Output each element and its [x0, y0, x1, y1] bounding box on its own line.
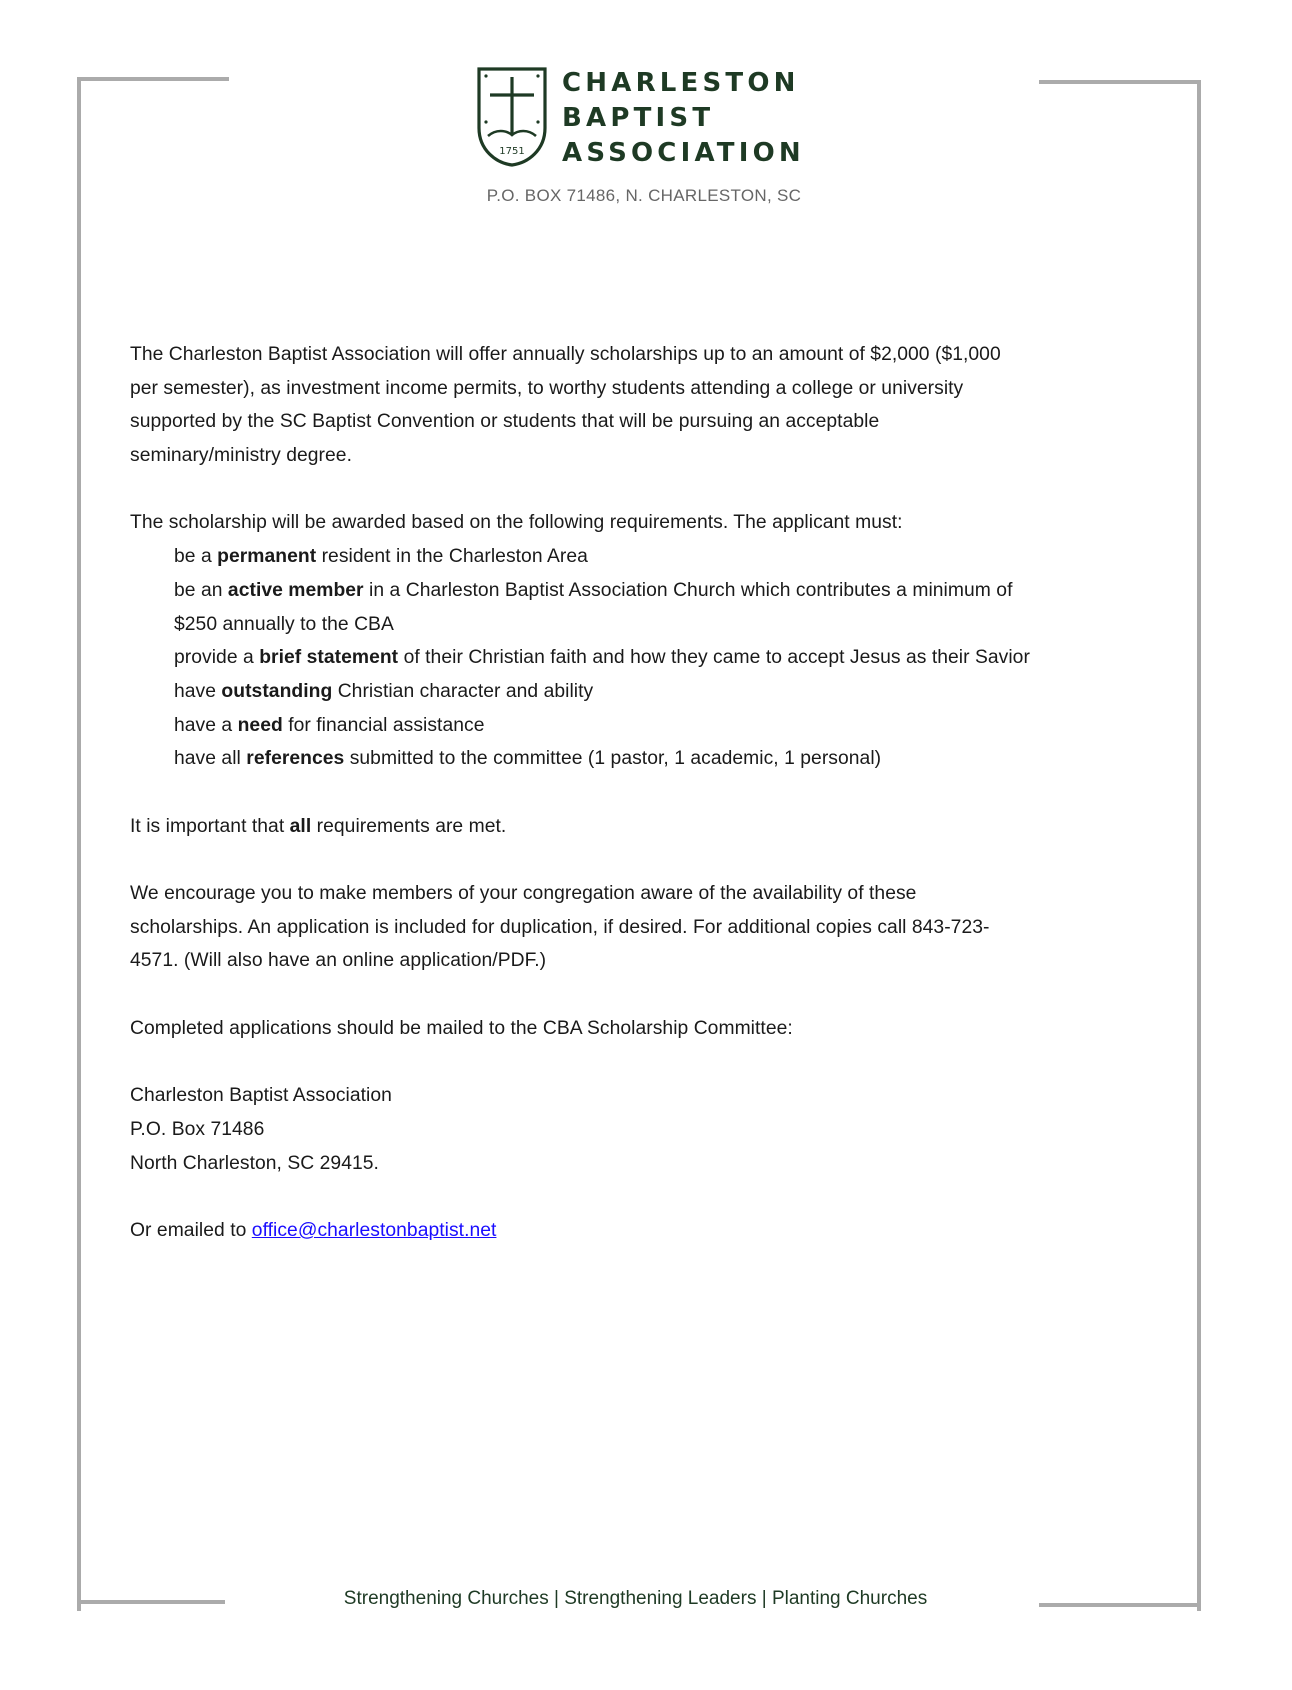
- org-name: [562, 66, 805, 171]
- requirement-item: have all references submitted to the committee (1 pastor, 1 academic, 1 personal): [174, 748, 882, 770]
- requirement-item: have outstanding Christian character and ability: [174, 680, 594, 702]
- requirement-item-continuation: $250 annually to the CBA: [174, 613, 394, 635]
- encourage-line: scholarships. An application is included for duplication, if desired. For additional copies call 843-723-: [130, 916, 990, 938]
- mail-instruction: Completed applications should be mailed to the CBA Scholarship Committee:: [130, 1017, 793, 1039]
- intro-line: seminary/ministry degree.: [130, 445, 352, 467]
- mailing-address-line: P.O. Box 71486: [130, 1118, 265, 1140]
- requirements-list: [130, 540, 1140, 776]
- requirement-item: be an active member in a Charleston Baptist Association Church which contributes a minimum of: [174, 579, 1013, 601]
- mailing-address-line: Charleston Baptist Association: [130, 1085, 392, 1107]
- org-name-line-2: BAPTIST: [562, 103, 715, 133]
- intro-paragraph: [130, 338, 1140, 473]
- frame-bottom-right-bracket: [1039, 1603, 1201, 1607]
- requirement-item: have a need for financial assistance: [174, 714, 485, 736]
- frame-bottom-left-bracket: [77, 1600, 225, 1604]
- org-name-line-1: CHARLESTON: [562, 68, 800, 98]
- shield-cross-icon: [476, 66, 548, 168]
- requirement-item: be a permanent resident in the Charleston Area: [174, 546, 588, 568]
- requirements-intro: The scholarship will be awarded based on the following requirements. The applicant must:: [130, 512, 903, 534]
- svg-text:1751: 1751: [499, 146, 525, 157]
- footer-tagline: Strengthening Churches | Strengthening Leaders | Planting Churches: [343, 1588, 928, 1609]
- email-link[interactable]: office@charlestonbaptist.net: [251, 1219, 497, 1241]
- org-name-line-3: ASSOCIATION: [562, 138, 805, 168]
- intro-line: supported by the SC Baptist Convention or students that will be pursuing an acceptable: [130, 411, 880, 433]
- mailing-address: [130, 1079, 1140, 1180]
- email-prefix: Or emailed to: [130, 1219, 252, 1241]
- requirement-item: provide a brief statement of their Christian faith and how they came to accept Jesus as their Savior: [174, 647, 1030, 669]
- letterhead-logo: [476, 66, 816, 168]
- mailing-address-line: North Charleston, SC 29415.: [130, 1152, 379, 1174]
- letterhead-address: P.O. BOX 71486, N. CHARLESTON, SC: [486, 186, 802, 205]
- intro-line: The Charleston Baptist Association will offer annually scholarships up to an amount of $2,000 ($1,000: [130, 344, 1001, 365]
- important-note: It is important that all requirements are met.: [130, 815, 507, 837]
- encourage-line: 4571. (Will also have an online application/PDF.): [130, 950, 547, 972]
- encourage-line: We encourage you to make members of your congregation aware of the availability of these: [130, 883, 917, 904]
- letter-body: [130, 338, 1140, 1248]
- encourage-paragraph: [130, 877, 1140, 978]
- intro-line: per semester), as investment income permits, to worthy students attending a college or university: [130, 377, 964, 399]
- email-line: [130, 1214, 1140, 1248]
